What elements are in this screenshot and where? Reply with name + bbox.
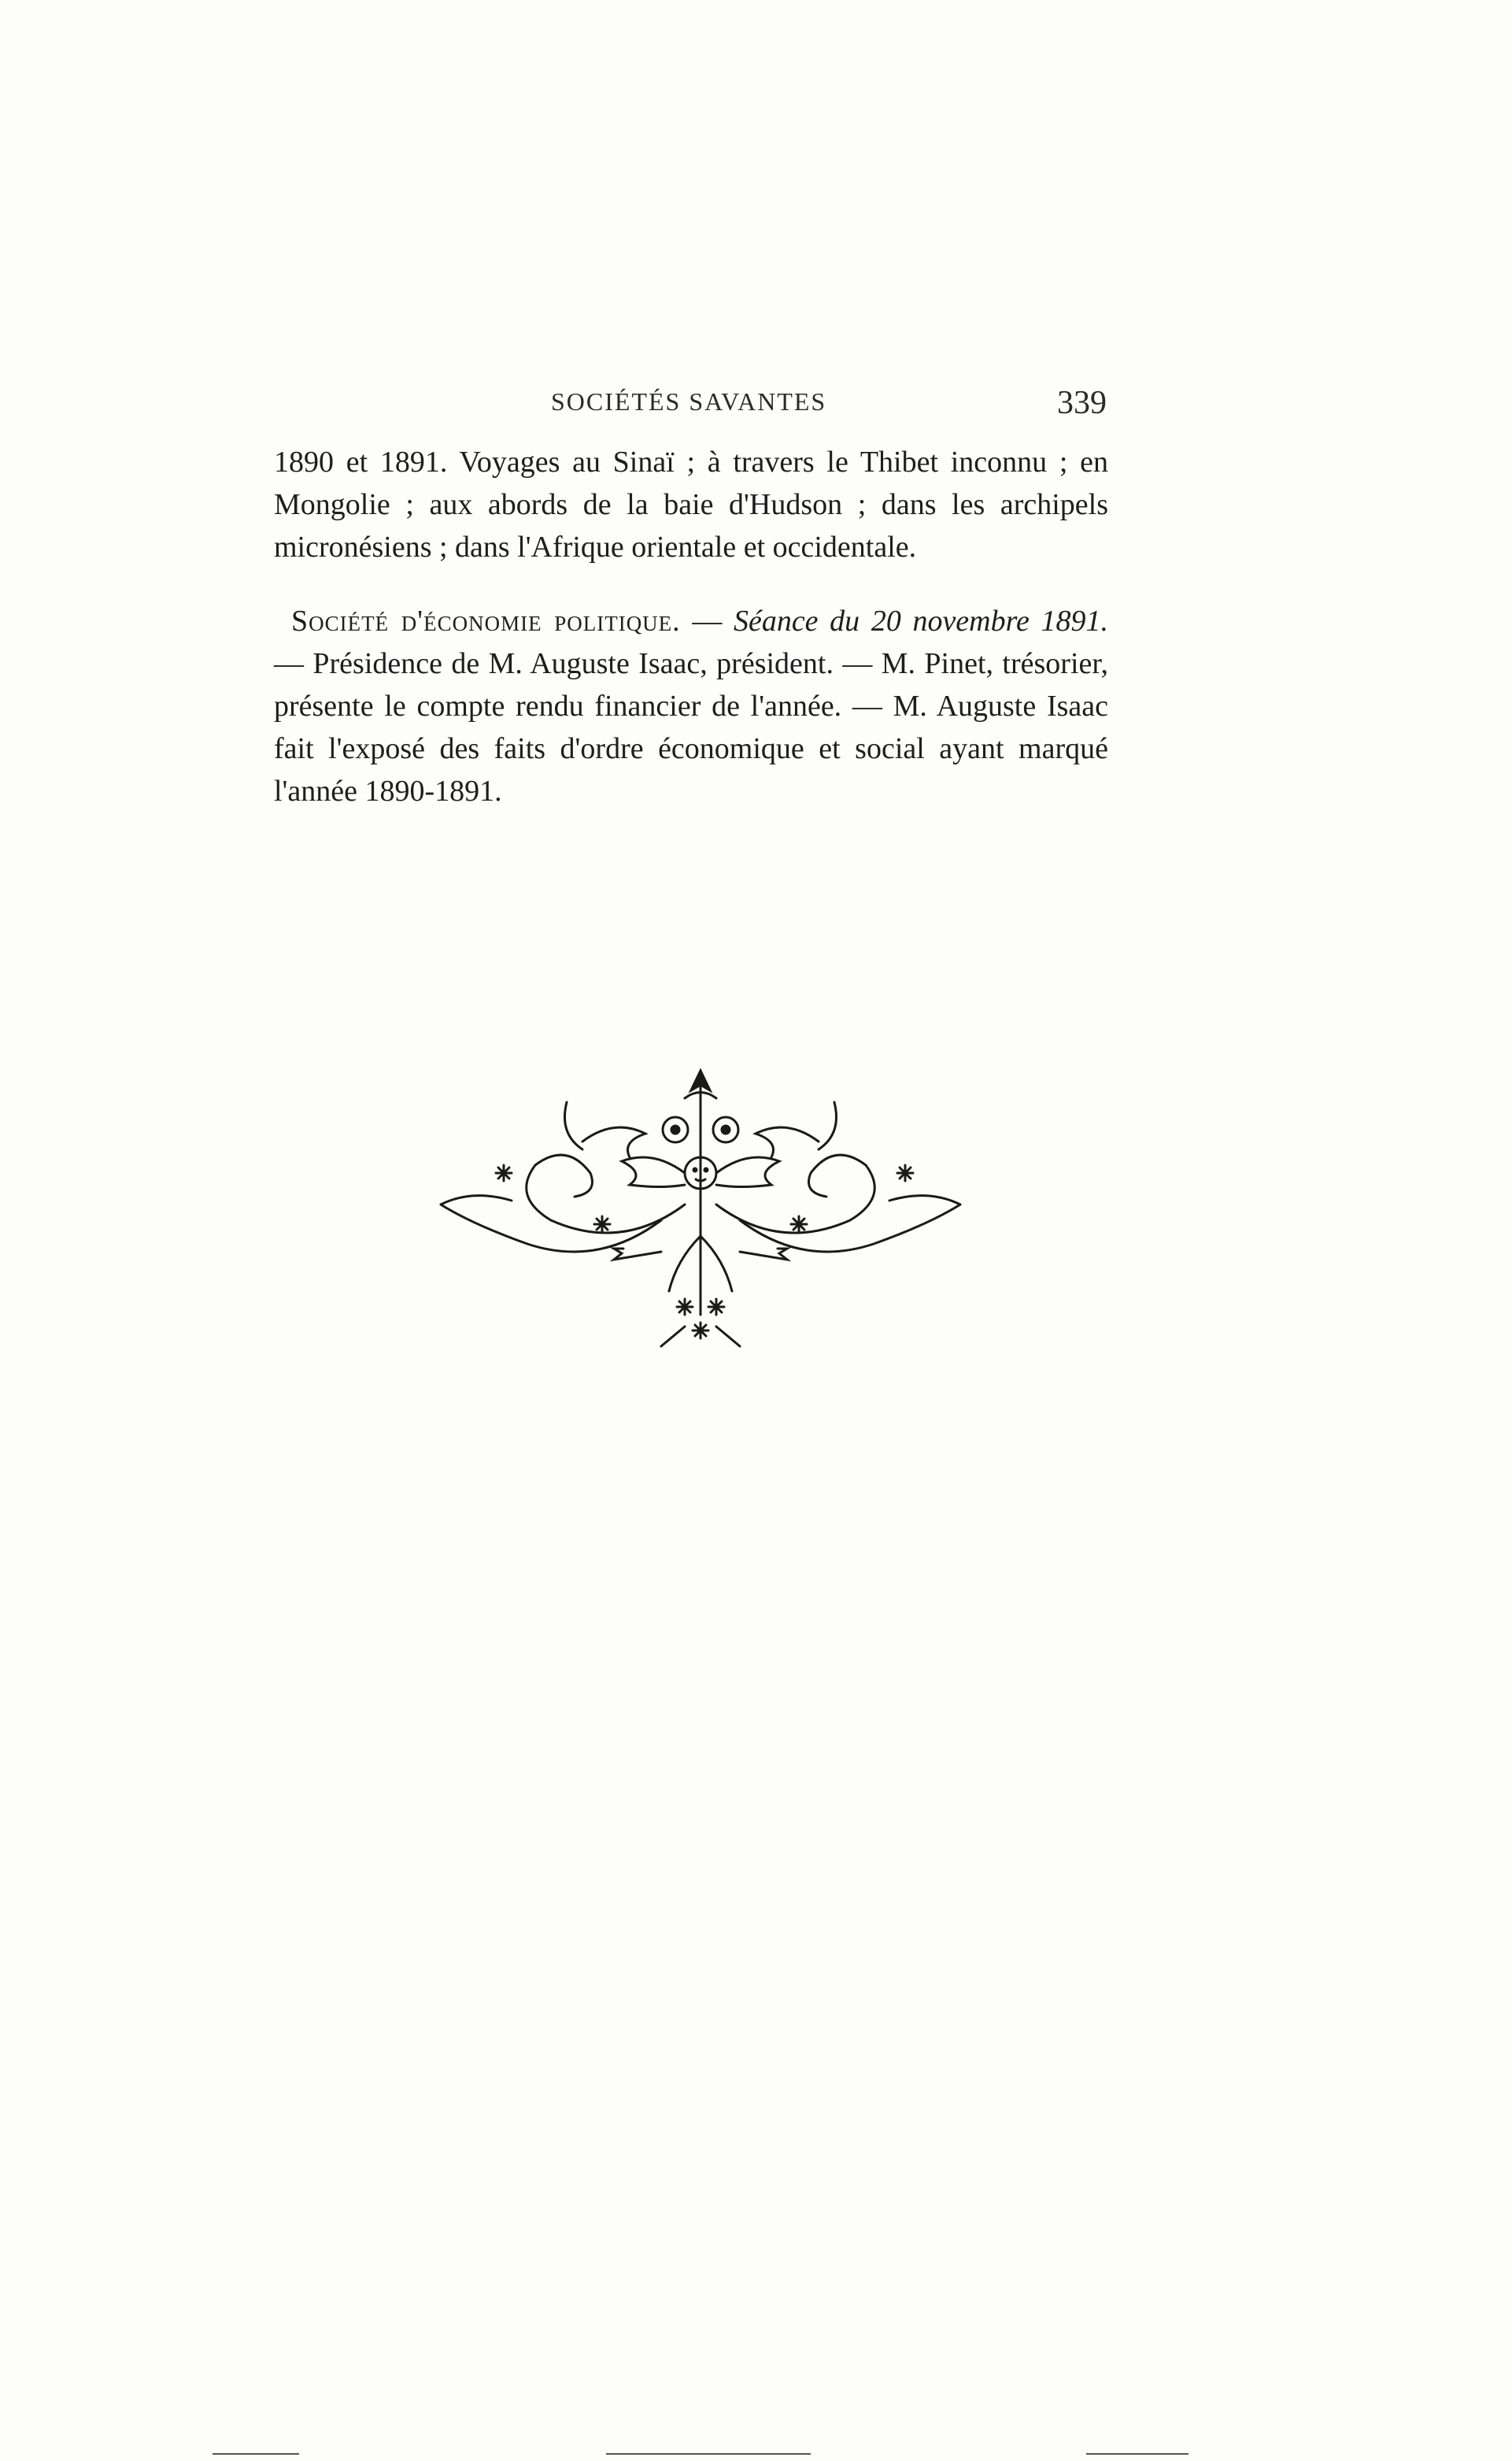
- scan-artifact-line: [606, 2453, 811, 2455]
- paragraph-continuation: [274, 441, 1108, 568]
- scan-artifact-line: [213, 2453, 299, 2455]
- dash: —: [680, 605, 734, 638]
- paragraph-text: 1890 et 1891. Voyages au Sinaï ; à travers le Thibet inconnu ; en Mongolie ; aux abords de la baie d'Hudson ; dans les archipels micronésiens ; dans l'Afrique orientale et occidentale.: [274, 446, 1108, 564]
- fleuron-ornament-icon: [425, 1055, 976, 1370]
- society-name: Société d'économie politique.: [291, 605, 681, 638]
- session-date: Séance du 20 novembre 1891.: [733, 605, 1108, 638]
- scan-artifact-line: [1086, 2453, 1189, 2455]
- paragraph-text: — Présidence de M. Auguste Isaac, président. — M. Pinet, trésorier, présente le compte rendu financier de l'année. — M. Auguste Isaac fait l'exposé des faits d'ordre économique et social ayant marqué l'année 1890-1891.: [274, 647, 1108, 808]
- page-number: 339: [1057, 385, 1107, 421]
- running-title: SOCIÉTÉS SAVANTES: [551, 387, 827, 416]
- paragraph-societe-economie-politique: [274, 600, 1108, 812]
